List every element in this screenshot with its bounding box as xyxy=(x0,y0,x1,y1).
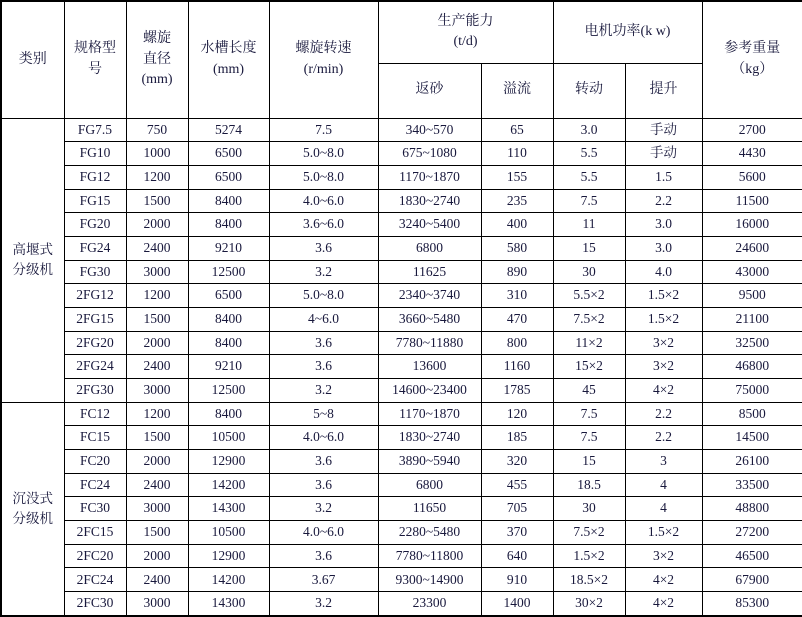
header-lift-power: 提升 xyxy=(625,63,702,118)
drive-power-cell: 15 xyxy=(553,236,625,260)
spiral-diameter-cell: 1500 xyxy=(126,426,188,450)
weight-cell: 43000 xyxy=(702,260,802,284)
spiral-diameter-cell: 750 xyxy=(126,118,188,142)
lift-power-cell: 手动 xyxy=(625,118,702,142)
model-cell: 2FC20 xyxy=(64,544,126,568)
spiral-speed-cell: 5.0~8.0 xyxy=(269,284,378,308)
overflow-cell: 1160 xyxy=(481,355,553,379)
model-cell: 2FC30 xyxy=(64,591,126,616)
tank-length-cell: 8400 xyxy=(188,402,269,426)
drive-power-cell: 7.5×2 xyxy=(553,520,625,544)
weight-cell: 75000 xyxy=(702,378,802,402)
header-tank-length-unit: (mm) xyxy=(212,61,245,77)
drive-power-cell: 5.5×2 xyxy=(553,284,625,308)
model-cell: FG7.5 xyxy=(64,118,126,142)
spiral-diameter-cell: 1500 xyxy=(126,520,188,544)
tank-length-cell: 14300 xyxy=(188,497,269,521)
lift-power-cell: 4 xyxy=(625,497,702,521)
overflow-cell: 580 xyxy=(481,236,553,260)
lift-power-cell: 2.2 xyxy=(625,402,702,426)
drive-power-cell: 11×2 xyxy=(553,331,625,355)
sand-return-cell: 7780~11880 xyxy=(378,331,481,355)
lift-power-cell: 2.2 xyxy=(625,426,702,450)
drive-power-cell: 5.5 xyxy=(553,165,625,189)
overflow-cell: 155 xyxy=(481,165,553,189)
tank-length-cell: 5274 xyxy=(188,118,269,142)
tank-length-cell: 12500 xyxy=(188,260,269,284)
table-row xyxy=(1,260,802,284)
overflow-cell: 1400 xyxy=(481,591,553,616)
tank-length-cell: 10500 xyxy=(188,520,269,544)
overflow-cell: 455 xyxy=(481,473,553,497)
weight-cell: 85300 xyxy=(702,591,802,616)
header-capacity-label: 生产能力 xyxy=(437,13,494,29)
table-row xyxy=(1,591,802,616)
sand-return-cell: 9300~14900 xyxy=(378,568,481,592)
header-spiral-speed-unit: (r/min) xyxy=(303,61,344,77)
header-overflow: 溢流 xyxy=(481,63,553,118)
header-weight-label: 参考重量 xyxy=(724,41,781,57)
tank-length-cell: 6500 xyxy=(188,142,269,166)
header-category-label: 类别 xyxy=(18,51,47,67)
table-row xyxy=(1,331,802,355)
spiral-speed-cell: 5.0~8.0 xyxy=(269,165,378,189)
weight-cell: 46500 xyxy=(702,544,802,568)
sand-return-cell: 1170~1870 xyxy=(378,165,481,189)
spiral-speed-cell: 3.6 xyxy=(269,473,378,497)
spiral-speed-cell: 7.5 xyxy=(269,118,378,142)
spiral-diameter-cell: 1500 xyxy=(126,307,188,331)
table-row xyxy=(1,165,802,189)
spiral-speed-cell: 3.2 xyxy=(269,591,378,616)
weight-cell: 14500 xyxy=(702,426,802,450)
table-row xyxy=(1,236,802,260)
tank-length-cell: 8400 xyxy=(188,213,269,237)
weight-cell: 33500 xyxy=(702,473,802,497)
header-model xyxy=(64,1,126,118)
header-spiral-diameter xyxy=(126,1,188,118)
weight-cell: 16000 xyxy=(702,213,802,237)
sand-return-cell: 11625 xyxy=(378,260,481,284)
tank-length-cell: 14200 xyxy=(188,568,269,592)
header-drive-power: 转动 xyxy=(553,63,625,118)
drive-power-cell: 7.5×2 xyxy=(553,307,625,331)
weight-cell: 21100 xyxy=(702,307,802,331)
table-row xyxy=(1,213,802,237)
spiral-diameter-cell: 2400 xyxy=(126,355,188,379)
header-motor-power-label: 电机功率(k w) xyxy=(584,24,671,40)
model-cell: 2FG30 xyxy=(64,378,126,402)
sand-return-cell: 11650 xyxy=(378,497,481,521)
overflow-cell: 705 xyxy=(481,497,553,521)
tank-length-cell: 12900 xyxy=(188,544,269,568)
header-motor-power xyxy=(553,1,702,63)
weight-cell: 67900 xyxy=(702,568,802,592)
lift-power-cell: 4.0 xyxy=(625,260,702,284)
overflow-cell: 370 xyxy=(481,520,553,544)
lift-power-cell: 1.5×2 xyxy=(625,307,702,331)
sand-return-cell: 6800 xyxy=(378,236,481,260)
drive-power-cell: 15×2 xyxy=(553,355,625,379)
table-body xyxy=(1,118,802,616)
weight-cell: 32500 xyxy=(702,331,802,355)
drive-power-cell: 18.5×2 xyxy=(553,568,625,592)
spiral-diameter-cell: 1200 xyxy=(126,402,188,426)
lift-power-cell: 3.0 xyxy=(625,236,702,260)
lift-power-cell: 4×2 xyxy=(625,568,702,592)
tank-length-cell: 10500 xyxy=(188,426,269,450)
tank-length-cell: 8400 xyxy=(188,307,269,331)
drive-power-cell: 18.5 xyxy=(553,473,625,497)
tank-length-cell: 6500 xyxy=(188,165,269,189)
sand-return-cell: 1170~1870 xyxy=(378,402,481,426)
spiral-diameter-cell: 2400 xyxy=(126,236,188,260)
header-weight-unit: （kg） xyxy=(731,61,774,77)
spiral-diameter-cell: 2400 xyxy=(126,568,188,592)
spiral-diameter-cell: 3000 xyxy=(126,591,188,616)
sand-return-cell: 3660~5480 xyxy=(378,307,481,331)
spiral-speed-cell: 5~8 xyxy=(269,402,378,426)
model-cell: 2FG24 xyxy=(64,355,126,379)
model-cell: 2FG15 xyxy=(64,307,126,331)
table-header xyxy=(1,1,802,118)
tank-length-cell: 12500 xyxy=(188,378,269,402)
tank-length-cell: 9210 xyxy=(188,236,269,260)
lift-power-cell: 1.5 xyxy=(625,165,702,189)
model-cell: FC24 xyxy=(64,473,126,497)
table-row xyxy=(1,355,802,379)
lift-power-cell: 3 xyxy=(625,449,702,473)
spiral-speed-cell: 3.6 xyxy=(269,331,378,355)
table-row xyxy=(1,118,802,142)
model-cell: FG12 xyxy=(64,165,126,189)
model-cell: 2FG20 xyxy=(64,331,126,355)
tank-length-cell: 8400 xyxy=(188,189,269,213)
spiral-diameter-cell: 2000 xyxy=(126,213,188,237)
spiral-speed-cell: 3.6~6.0 xyxy=(269,213,378,237)
tank-length-cell: 14300 xyxy=(188,591,269,616)
sand-return-cell: 13600 xyxy=(378,355,481,379)
category-label: 高堰式分级机 xyxy=(12,242,53,278)
drive-power-cell: 3.0 xyxy=(553,118,625,142)
lift-power-cell: 3×2 xyxy=(625,355,702,379)
table-row xyxy=(1,473,802,497)
overflow-cell: 110 xyxy=(481,142,553,166)
model-cell: FC20 xyxy=(64,449,126,473)
overflow-cell: 400 xyxy=(481,213,553,237)
table-row xyxy=(1,284,802,308)
table-row xyxy=(1,449,802,473)
drive-power-cell: 45 xyxy=(553,378,625,402)
sand-return-cell: 3240~5400 xyxy=(378,213,481,237)
spiral-diameter-cell: 1500 xyxy=(126,189,188,213)
header-sand-return: 返砂 xyxy=(378,63,481,118)
model-cell: FC30 xyxy=(64,497,126,521)
spiral-diameter-cell: 1000 xyxy=(126,142,188,166)
model-cell: 2FG12 xyxy=(64,284,126,308)
table-row xyxy=(1,378,802,402)
spiral-diameter-cell: 1200 xyxy=(126,284,188,308)
lift-power-cell: 4×2 xyxy=(625,378,702,402)
spiral-speed-cell: 3.6 xyxy=(269,236,378,260)
spiral-diameter-cell: 1200 xyxy=(126,165,188,189)
table-row xyxy=(1,402,802,426)
drive-power-cell: 1.5×2 xyxy=(553,544,625,568)
spiral-speed-cell: 4.0~6.0 xyxy=(269,426,378,450)
overflow-cell: 1785 xyxy=(481,378,553,402)
weight-cell: 48800 xyxy=(702,497,802,521)
weight-cell: 2700 xyxy=(702,118,802,142)
sand-return-cell: 6800 xyxy=(378,473,481,497)
drive-power-cell: 7.5 xyxy=(553,189,625,213)
lift-power-cell: 2.2 xyxy=(625,189,702,213)
table-row xyxy=(1,497,802,521)
spiral-speed-cell: 3.6 xyxy=(269,449,378,473)
spiral-speed-cell: 3.67 xyxy=(269,568,378,592)
tank-length-cell: 12900 xyxy=(188,449,269,473)
header-model-label: 规格型号 xyxy=(74,41,116,77)
lift-power-cell: 3×2 xyxy=(625,331,702,355)
overflow-cell: 470 xyxy=(481,307,553,331)
header-weight xyxy=(702,1,802,118)
header-spiral-speed-label: 螺旋转速 xyxy=(295,41,352,57)
lift-power-cell: 1.5×2 xyxy=(625,520,702,544)
weight-cell: 27200 xyxy=(702,520,802,544)
sand-return-cell: 23300 xyxy=(378,591,481,616)
tank-length-cell: 14200 xyxy=(188,473,269,497)
header-capacity-unit: (t/d) xyxy=(453,34,478,50)
sand-return-cell: 675~1080 xyxy=(378,142,481,166)
header-row-1 xyxy=(1,1,802,63)
spiral-diameter-cell: 2000 xyxy=(126,544,188,568)
drive-power-cell: 7.5 xyxy=(553,402,625,426)
header-spiral-diameter-label: 螺旋直径 xyxy=(143,31,171,67)
model-cell: 2FC15 xyxy=(64,520,126,544)
sand-return-cell: 14600~23400 xyxy=(378,378,481,402)
lift-power-cell: 3.0 xyxy=(625,213,702,237)
spiral-diameter-cell: 2000 xyxy=(126,449,188,473)
model-cell: FG30 xyxy=(64,260,126,284)
overflow-cell: 310 xyxy=(481,284,553,308)
weight-cell: 9500 xyxy=(702,284,802,308)
lift-power-cell: 3×2 xyxy=(625,544,702,568)
table-row xyxy=(1,568,802,592)
overflow-cell: 910 xyxy=(481,568,553,592)
header-tank-length xyxy=(188,1,269,118)
weight-cell: 26100 xyxy=(702,449,802,473)
model-cell: 2FC24 xyxy=(64,568,126,592)
overflow-cell: 640 xyxy=(481,544,553,568)
table-row xyxy=(1,307,802,331)
lift-power-cell: 4×2 xyxy=(625,591,702,616)
table-row xyxy=(1,426,802,450)
model-cell: FG15 xyxy=(64,189,126,213)
drive-power-cell: 30×2 xyxy=(553,591,625,616)
spiral-speed-cell: 4.0~6.0 xyxy=(269,520,378,544)
overflow-cell: 800 xyxy=(481,331,553,355)
sand-return-cell: 2340~3740 xyxy=(378,284,481,308)
sand-return-cell: 7780~11800 xyxy=(378,544,481,568)
table-row xyxy=(1,142,802,166)
header-spiral-speed xyxy=(269,1,378,118)
drive-power-cell: 30 xyxy=(553,497,625,521)
lift-power-cell: 手动 xyxy=(625,142,702,166)
spiral-speed-cell: 3.2 xyxy=(269,378,378,402)
weight-cell: 8500 xyxy=(702,402,802,426)
table-row xyxy=(1,189,802,213)
sand-return-cell: 340~570 xyxy=(378,118,481,142)
spiral-diameter-cell: 2400 xyxy=(126,473,188,497)
spiral-speed-cell: 4.0~6.0 xyxy=(269,189,378,213)
spiral-diameter-cell: 3000 xyxy=(126,497,188,521)
spiral-speed-cell: 4~6.0 xyxy=(269,307,378,331)
spiral-diameter-cell: 3000 xyxy=(126,378,188,402)
spiral-speed-cell: 3.2 xyxy=(269,260,378,284)
header-category xyxy=(1,1,64,118)
drive-power-cell: 30 xyxy=(553,260,625,284)
table-row xyxy=(1,520,802,544)
category-label: 沉没式分级机 xyxy=(12,491,53,526)
category-cell-1 xyxy=(1,402,64,616)
overflow-cell: 185 xyxy=(481,426,553,450)
overflow-cell: 65 xyxy=(481,118,553,142)
spiral-speed-cell: 3.6 xyxy=(269,355,378,379)
sand-return-cell: 3890~5940 xyxy=(378,449,481,473)
weight-cell: 5600 xyxy=(702,165,802,189)
lift-power-cell: 1.5×2 xyxy=(625,284,702,308)
drive-power-cell: 7.5 xyxy=(553,426,625,450)
weight-cell: 11500 xyxy=(702,189,802,213)
lift-power-cell: 4 xyxy=(625,473,702,497)
overflow-cell: 120 xyxy=(481,402,553,426)
header-spiral-diameter-unit: (mm) xyxy=(141,71,173,87)
model-cell: FC15 xyxy=(64,426,126,450)
spiral-diameter-cell: 2000 xyxy=(126,331,188,355)
sand-return-cell: 1830~2740 xyxy=(378,189,481,213)
tank-length-cell: 9210 xyxy=(188,355,269,379)
weight-cell: 46800 xyxy=(702,355,802,379)
table-row xyxy=(1,544,802,568)
model-cell: FG24 xyxy=(64,236,126,260)
drive-power-cell: 5.5 xyxy=(553,142,625,166)
drive-power-cell: 11 xyxy=(553,213,625,237)
model-cell: FG10 xyxy=(64,142,126,166)
model-cell: FC12 xyxy=(64,402,126,426)
header-tank-length-label: 水槽长度 xyxy=(200,41,257,57)
category-cell-0 xyxy=(1,118,64,402)
sand-return-cell: 1830~2740 xyxy=(378,426,481,450)
overflow-cell: 890 xyxy=(481,260,553,284)
spiral-speed-cell: 3.2 xyxy=(269,497,378,521)
drive-power-cell: 15 xyxy=(553,449,625,473)
overflow-cell: 320 xyxy=(481,449,553,473)
overflow-cell: 235 xyxy=(481,189,553,213)
spiral-speed-cell: 3.6 xyxy=(269,544,378,568)
weight-cell: 4430 xyxy=(702,142,802,166)
spiral-speed-cell: 5.0~8.0 xyxy=(269,142,378,166)
weight-cell: 24600 xyxy=(702,236,802,260)
tank-length-cell: 6500 xyxy=(188,284,269,308)
header-capacity xyxy=(378,1,553,63)
spiral-diameter-cell: 3000 xyxy=(126,260,188,284)
tank-length-cell: 8400 xyxy=(188,331,269,355)
model-cell: FG20 xyxy=(64,213,126,237)
sand-return-cell: 2280~5480 xyxy=(378,520,481,544)
